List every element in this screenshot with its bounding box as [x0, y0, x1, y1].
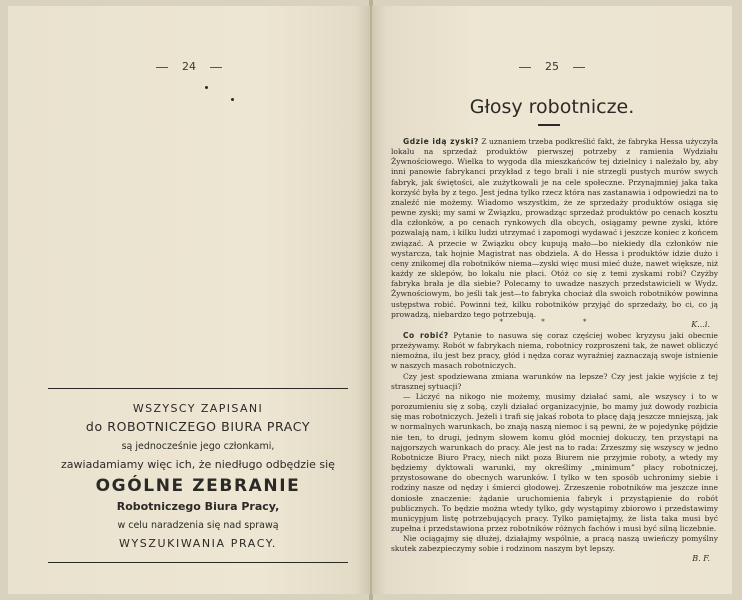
left-page-number: 24	[8, 60, 370, 73]
notice-line-2: do ROBOTNICZEGO BIURA PRACY	[85, 419, 311, 434]
ink-dot	[231, 98, 234, 101]
notice-line-6: Robotniczego Biura Pracy,	[116, 500, 280, 513]
ink-dot	[205, 86, 208, 89]
article1-paragraph	[391, 137, 718, 320]
article2-paragraph-2: Czy jest spodziewana zmiana warunków na lepsze? Czy jest jakie wyjście z tej strasznej sytuacji?	[391, 371, 718, 391]
meeting-notice	[48, 388, 348, 563]
notice-line-1: WSZYSCY ZAPISANI	[132, 402, 264, 415]
page-title: Głosy robotnicze.	[469, 96, 635, 118]
article2-signature: B. F.	[692, 554, 710, 564]
section-separator: * * *	[499, 318, 605, 326]
article1-signature: K...i.	[691, 319, 710, 329]
notice-top-rule	[48, 388, 348, 389]
article1-lead: Gdzie idą zyski?	[403, 137, 479, 146]
article2-paragraph-3: — Liczyć na nikogo nie możemy, musimy działać sami, ale wszyscy i to w porozumieniu się z sobą, czyli działać organizacyjnie, bo mamy już dowody rozbicia się mas robotniczych. Jeżeli i trafi się jakaś robota to płacę dają jeszcze mniejszą, jak w normalnych warunkach, bo znają naszą niemoc i są pewni, że w pojedynkę pójdzie nie ten, to drugi, jednym słowem komu głód mocniej dokuczy, ten przystąpi na najgorszych warunkach do pracy. Ale jest na to rada: Zrzeszmy się wszyscy w jedno Robotnicze Biuro Pracy, niech nikt poza Biurem nie przyjmie roboty, a wtedy my będziemy dyktowali warunki, my określimy „minimum” płacy robotniczej, przystosowane do obecnych warunków. I tylko w ten sposób uchronimy siebie i rodziny nasze od nędzy i śmierci głodowej. Zrzeszenie robotników ma jeszcze inne doniosłe znaczenie: żądanie uruchomienia fabryk i przystąpienie do robót publicznych. To będzie można wtedy tylko, gdy wystąpimy zbiorowo i przedstawimy municypjum listę potrzebujących pracy. Tylko pamiętajmy, że lista taka musi być zupełna i przedstawiona przez robotników różnych fachów i musi być silną liczebnie.	[391, 391, 718, 533]
article1-body: Z uznaniem trzeba podkreślić fakt, że fabryka Hessa użyczyła lokalu na sprzedaż produktów pierwszej potrzeby z ramienia Wydziału Żywnościowego. Wielka to wygoda dla mieszkańców tej dzielnicy i należało by, aby inni panowie fabrykanci przykład z tego brali i nie strzegli pustych murów swych fabryk, jak świętości, ale zużytkowali je na cele społeczne. Przynajmniej jaka taka korzyść była by z tego. Jest jedna tylko rzecz która nas zastanawia i odpowiedzi na to znaleźć nie możemy. Wiadomo wszystkim, że ze sprzedaży produktów osiąga się pewne zyski; my sami w Związku, prowadząc sprzedaż produktów po cenach kosztu dla członków, a po cenach rynkowych dla obcych, osiągamy pewne zyski, które pozwalają nam, i kilku ludzi utrzymać i zapomogi wydawać i jeszcze koniec z końcem związać. A przecie w Związku obcy kupują mało—bo niekiedy dla członków nie wystarcza, tak hojnie Magistrat nas obdziela. A do Hessa i produktów idzie dużo i ceny znikomej dla robotników niema—zyski więc musi mieć duże, nawet większe, niż każdy ze sklepów, bo lokalu nie płaci. Otóż co się z temi zyskami robi? Czyżby fabryka brała je dla siebie? Polecamy to uwadze naszych przedstawicieli w Wydz. Żywnościowym, bo jeśli tak jest—to fabryka chociaż dla swoich robotników powinna ustępstwa robić. Powinni też, kilku robotników przyjąć do sprzedaży, bo ci, co ją prowadzą, niebardzo tego potrzebują.	[391, 137, 718, 319]
notice-heading: OGÓLNE ZEBRANIE	[95, 476, 301, 496]
article2-paragraph-4: Nie ociągajmy się dłużej, działajmy wspólnie, a pracą naszą uwieńczy pomyślny skutek zabezpieczymy sobie i rodzinom naszym byt lepszy.	[391, 534, 718, 554]
title-underline	[538, 124, 560, 126]
article2-lead: Co robić?	[403, 331, 449, 340]
notice-line-8: WYSZUKIWANIA PRACY.	[119, 536, 277, 550]
notice-line-3: są jednocześnie jego członkami,	[121, 440, 275, 452]
bleed-through-text	[163, 84, 370, 92]
right-page-number: 25	[372, 60, 732, 73]
notice-line-4: zawiadamiamy więc ich, że niedługo odbędzie się	[61, 458, 335, 471]
article-co-robic	[391, 331, 718, 565]
notice-bottom-rule	[48, 562, 348, 563]
article2-paragraph-1: Co robić? Pytanie to nasuwa się coraz częściej wobec kryzysu jaki obecnie przeżywamy. Robót w fabrykach niema, robotnicy rozproszeni tak, że nawet obliczyć niemożna, ilu jest bez pracy, głód i nędza coraz wyraźniej zaznaczają swoje istnienie w naszych masach robotniczych.	[391, 331, 718, 371]
right-page	[372, 6, 732, 594]
left-page	[8, 6, 370, 594]
article-gdzie-ida-zyski	[391, 137, 718, 330]
notice-line-7: w celu naradzenia się nad sprawą	[117, 520, 279, 531]
